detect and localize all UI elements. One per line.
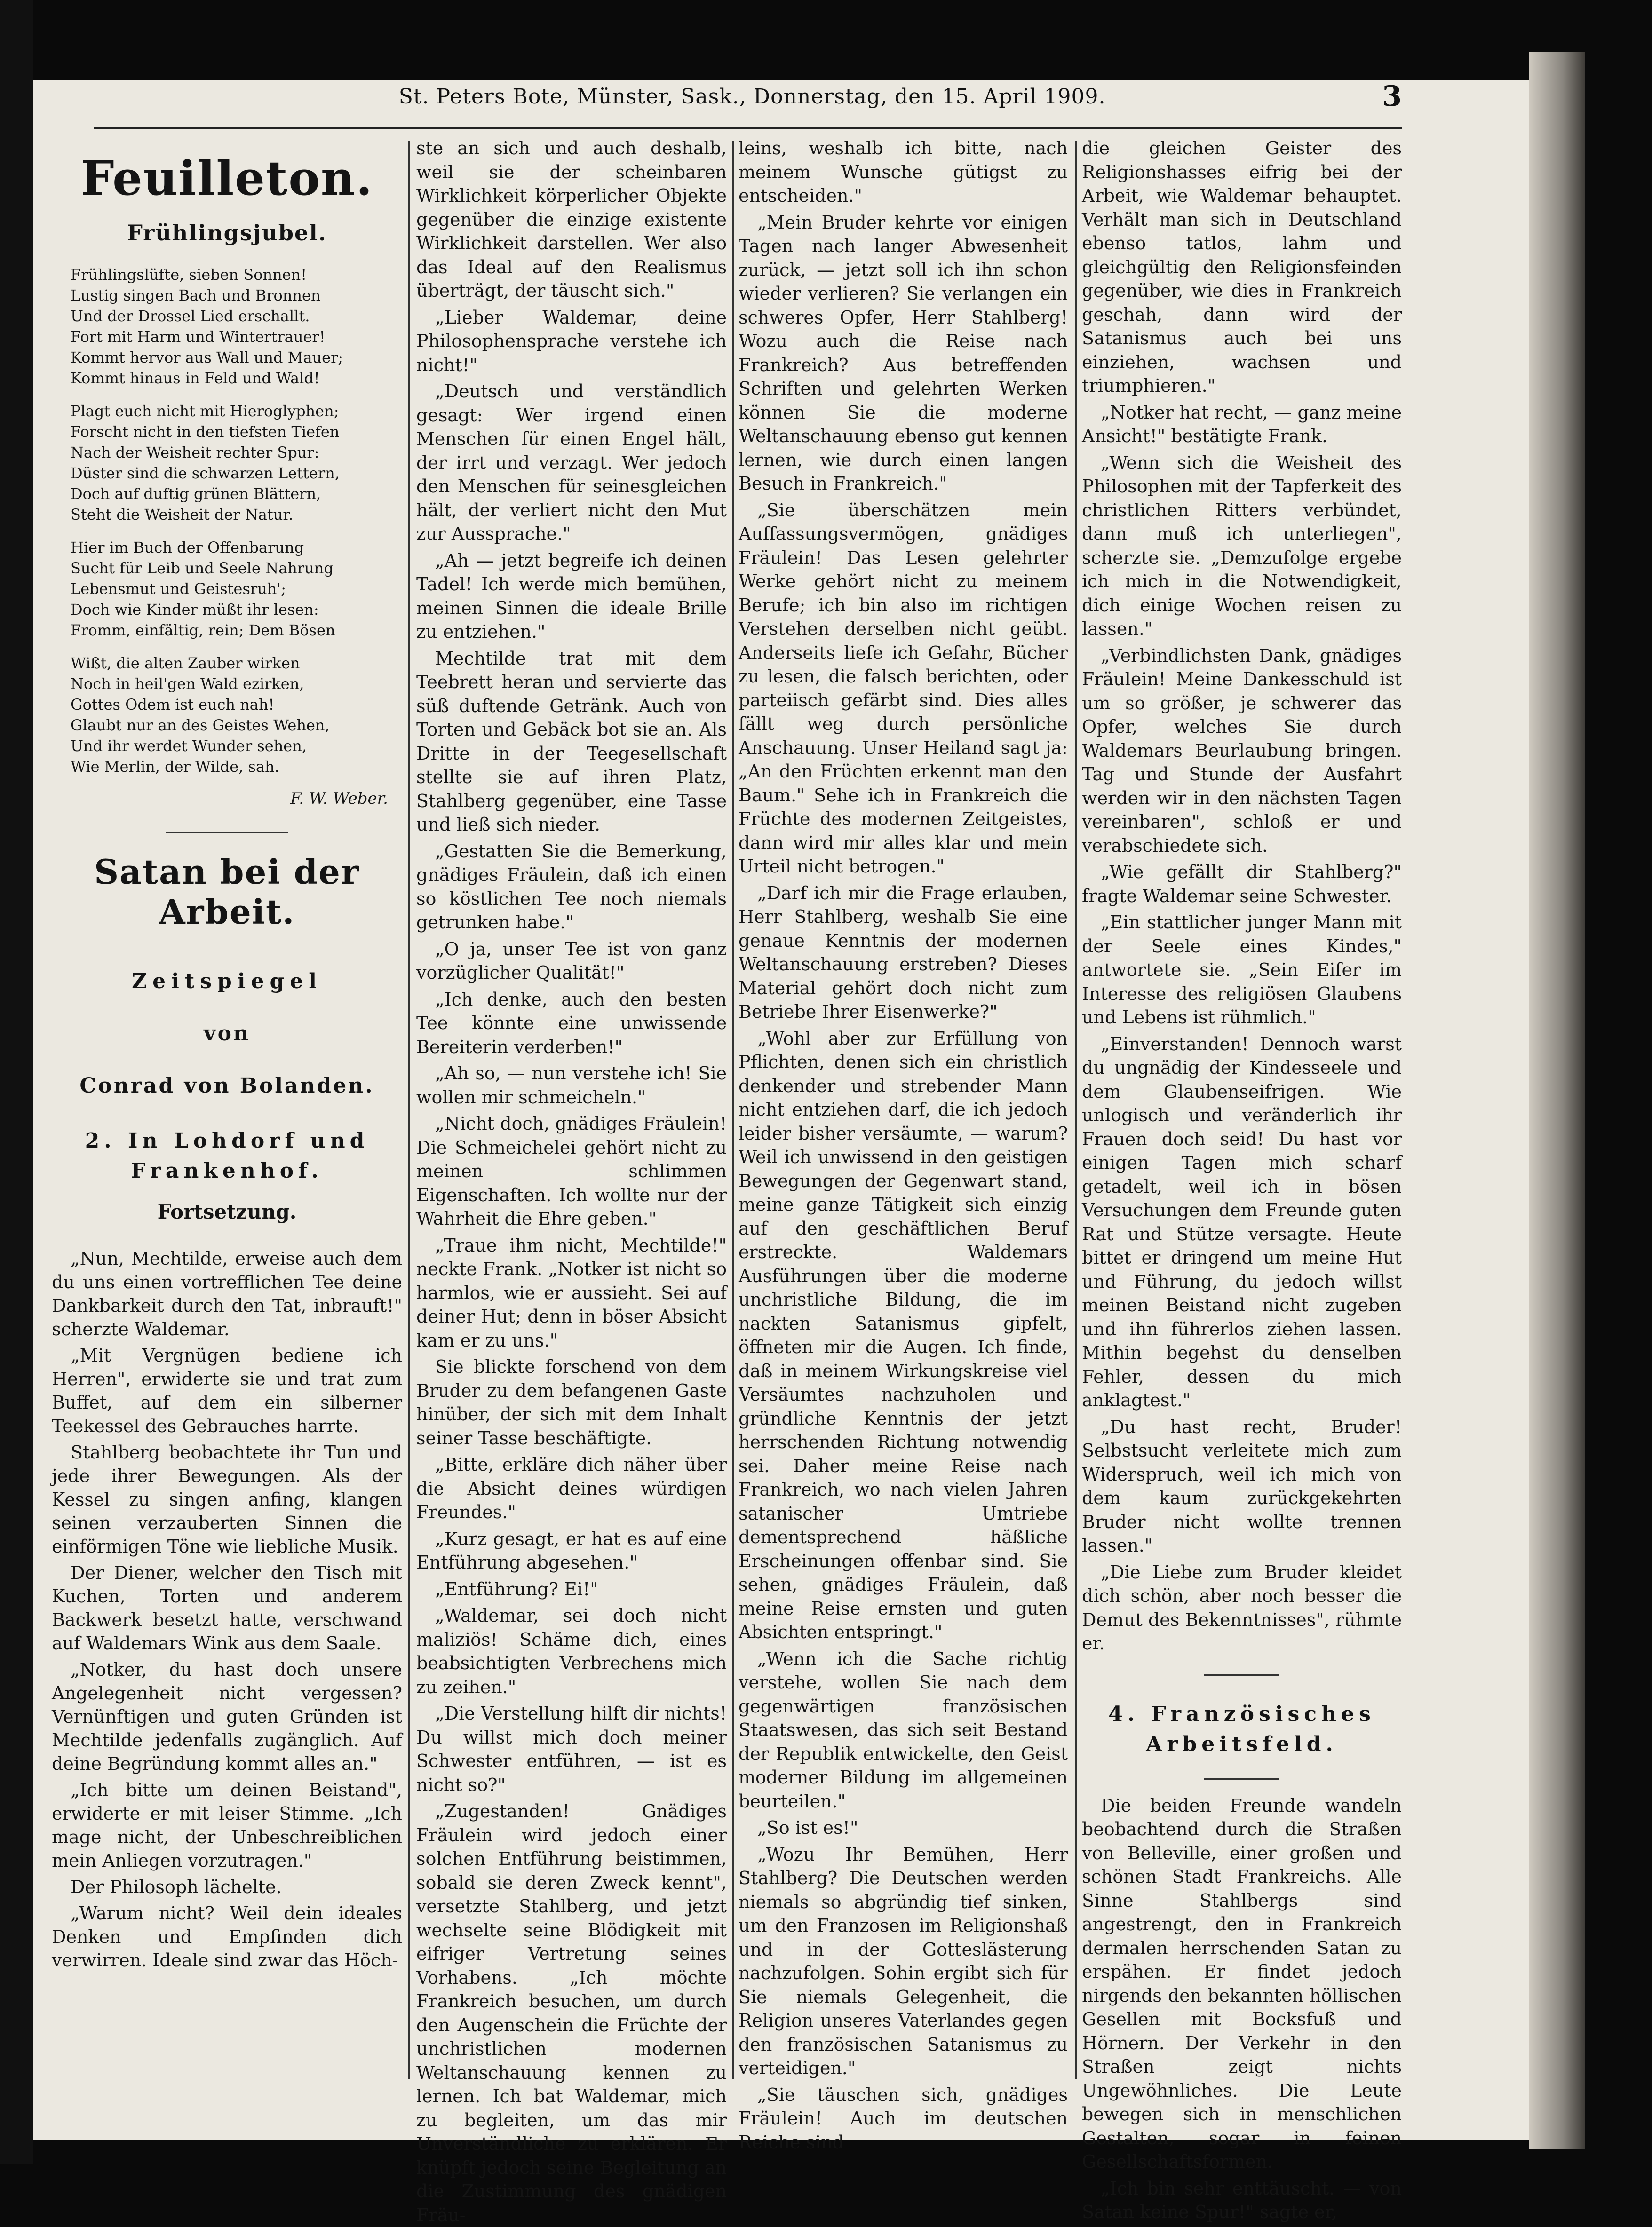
- column-1: [52, 136, 402, 2079]
- paragraph: Stahlberg beobachtete ihr Tun und jede ihrer Bewegungen. Als der Kessel zu singen anfing, klangen seinen verzauberten Sinnen die einförmigen Töne wie liebliche Musik.: [52, 1442, 402, 1557]
- poem-line: Plagt euch nicht mit Hieroglyphen;: [71, 402, 339, 420]
- column-rule: [1075, 141, 1077, 2079]
- paragraph: „Bitte, erkläre dich näher über die Absicht deines würdigen Freundes.": [416, 1454, 727, 1522]
- book-spine: [1529, 52, 1585, 2149]
- paragraph: „Ah — jetzt begreife ich deinen Tadel! Ich werde mich bemühen, meinen Sinnen die ideale Brille zu entziehen.": [416, 550, 727, 642]
- paragraph: „Verbindlichsten Dank, gnädiges Fräulein! Meine Dankesschuld ist um so größer, je schwerer das Opfer, welches Sie durch Waldemars Beurlaubung bringen. Tag und Stunde der Ausfahrt werden wir in den nächsten Tagen vereinbaren", schloß er und verabschiedete sich.: [1082, 645, 1402, 856]
- paragraph: „Wohl aber zur Erfüllung von Pflichten, denen sich ein christlich denkender und strebender Mann nicht entziehen darf, die ich jedoch leider bisher versäumte, — warum? Weil ich unwissend in den geistigen Bewegungen der Gegenwart stand, meine ganze Tätigkeit sich einzig auf den geschäftlichen Beruf erstreckte. Waldemars Ausführungen über die moderne unchristliche Bildung, die im nackten Satanismus gipfelt, öffneten mir die Augen. Ich finde, daß in meinem Wirkungskreise viel Versäumtes nachzuholen und gründliche Kenntnis der jetzt herrschenden Richtung notwendig sei. Daher meine Reise nach Frankreich, wo nach vielen Jahren satanischer Umtriebe dementsprechend häßliche Erscheinungen offenbar sind. Sie sehen, gnädiges Fräulein, daß meine Reise ernsten und guten Absichten entspringt.": [739, 1028, 1068, 1642]
- poem-line: Kommt hinaus in Feld und Wald!: [71, 369, 320, 387]
- paragraph: „Nicht doch, gnädiges Fräulein! Die Schmeichelei gehört nicht zu meinen schlimmen Eigenschaften. Ich wollte nur der Wahrheit die Ehre geben.": [416, 1113, 727, 1229]
- paragraph: Sie blickte forschend von dem Bruder zu dem befangenen Gaste hinüber, der sich mit dem Inhalt seiner Tasse beschäftigte.: [416, 1356, 727, 1449]
- column-2: [416, 136, 727, 2226]
- column-1-text: [52, 1247, 402, 1972]
- paragraph: „Ich denke, auch den besten Tee könnte eine unwissende Bereiterin verderben!": [416, 989, 727, 1057]
- paragraph: „Kurz gesagt, er hat es auf eine Entführung abgesehen.": [416, 1528, 727, 1573]
- paragraph: „Ein stattlicher junger Mann mit der Seele eines Kindes," antwortete sie. „Sein Eifer im Interesse des religiösen Glaubens und Lebens ist rühmlich.": [1082, 912, 1402, 1028]
- poem-line: Und ihr werdet Wunder sehen,: [71, 737, 307, 755]
- section-divider: [1204, 1778, 1279, 1780]
- poem-line: Nach der Weisheit rechter Spur:: [71, 444, 319, 461]
- paragraph: „Du hast recht, Bruder! Selbstsucht verleitete mich zum Widerspruch, weil ich mich von dem kaum zurückgekehrten Bruder nicht wollte trennen lassen.": [1082, 1416, 1402, 1556]
- paragraph: „Die Verstellung hilft dir nichts! Du willst mich doch meiner Schwester entführen, — ist es nicht so?": [416, 1703, 727, 1795]
- poem-title: Frühlingsjubel.: [127, 220, 327, 246]
- poem-line: Wie Merlin, der Wilde, sah.: [71, 758, 279, 776]
- paragraph: „Mein Bruder kehrte vor einigen Tagen nach langer Abwesenheit zurück, — jetzt soll ich ihn schon wieder verlieren? Sie verlangen ein schweres Opfer, Herr Stahlberg! Wozu auch die Reise nach Frankreich? Aus betreffenden Schriften und gelehrten Werken können Sie die moderne Weltanschauung ebenso gut kennen lernen, wie durch einen langen Besuch in Frankreich.": [739, 212, 1068, 494]
- paragraph: „Gestatten Sie die Bemerkung, gnädiges Fräulein, daß ich einen so köstlichen Tee noch niemals getrunken habe.": [416, 840, 727, 933]
- poem-line: Steht die Weisheit der Natur.: [71, 506, 294, 523]
- poem: [52, 264, 402, 777]
- paragraph: „Ah so, — nun verstehe ich! Sie wollen mir schmeicheln.": [416, 1063, 727, 1108]
- paragraph: „Ich bitte um deinen Beistand", erwiderte er mit leiser Stimme. „Ich mage nicht, der Unbeschreiblichen mein Anliegen vorzutragen.": [52, 1780, 402, 1871]
- poem-line: Noch in heil'gen Wald ezirken,: [71, 675, 304, 693]
- paragraph: „Wozu Ihr Bemühen, Herr Stahlberg? Die Deutschen werden niemals so abgründig tief sinken, um den Franzosen im Religionshaß und in der Gotteslästerung nachzufolgen. Sohin ergibt sich für Sie niemals Gelegenheit, die Religion unseres Vaterlandes gegen den französischen Satanismus zu verteidigen.": [739, 1844, 1068, 2078]
- continuation-note: Fortsetzung.: [157, 1200, 297, 1223]
- column-rule: [732, 141, 734, 2079]
- paragraph: „Notker, du hast doch unsere Angelegenheit nicht vergessen? Vernünftigen und guten Gründen ist Mechtilde jedenfalls zugänglich. Auf deine Begründung kommt alles an.": [52, 1659, 402, 1774]
- paragraph: „Wie gefällt dir Stahlberg?" fragte Waldemar seine Schwester.: [1082, 862, 1402, 906]
- poem-line: Doch auf duftig grünen Blättern,: [71, 485, 321, 503]
- paragraph: Der Diener, welcher den Tisch mit Kuchen, Torten und anderem Backwerk besetzt hatte, verschwand auf Waldemars Wink aus dem Saale.: [52, 1562, 402, 1654]
- header-text: St. Peters Bote, Münster, Sask., Donnerstag, den 15. April 1909.: [398, 84, 1106, 109]
- paragraph: „Traue ihm nicht, Mechtilde!" neckte Frank. „Notker ist nicht so harmlos, wie er aussieht. Sei auf deiner Hut; denn in böser Absicht kam er zu uns.": [416, 1235, 727, 1351]
- column-2-text: [416, 136, 727, 2227]
- paragraph: „Einverstanden! Dennoch warst du ungnädig der Kindesseele und dem Glaubenseifrigen. Wie unlogisch und veränderlich ihr Frauen doch seid! Du hast vor einigen Tagen mich scharf getadelt, weil ich in bösen Versuchungen dem Freunde guten Rat und Stütze versagte. Heute bittet er dringend um meine Hut und Führung, du jedoch willst meinen Beistand nicht zugeben und ihn führerlos ziehen lassen. Mithin begehst du denselben Fehler, dessen du mich anklagtest.": [1082, 1033, 1402, 1411]
- poem-line: Wißt, die alten Zauber wirken: [71, 654, 300, 672]
- column-3-text: [739, 136, 1068, 2154]
- poem-author: F. W. Weber.: [290, 789, 388, 808]
- paragraph: „Ich bin sehr enttäuscht. — von Satan keine Spur!" sagte er,: [1082, 2178, 1402, 2222]
- poem-line: Fromm, einfältig, rein; Dem Bösen: [71, 621, 335, 639]
- poem-line: Düster sind die schwarzen Lettern,: [71, 464, 340, 482]
- poem-line: Glaubt nur an des Geistes Wehen,: [71, 716, 330, 734]
- paragraph: leins, weshalb ich bitte, nach meinem Wunsche gütigst zu entscheiden.": [739, 138, 1068, 206]
- novel-author: Conrad von Bolanden.: [79, 1074, 374, 1098]
- paragraph: „O ja, unser Tee ist von ganz vorzüglicher Qualität!": [416, 938, 727, 983]
- poem-stanza: [71, 401, 402, 525]
- poem-line: Hier im Buch der Offenbarung: [71, 539, 304, 556]
- column-3: [739, 136, 1068, 2153]
- poem-line: Lebensmut und Geistesruh';: [71, 580, 286, 598]
- paragraph: „Die Liebe zum Bruder kleidet dich schön, aber noch besser die Demut des Bekenntnisses", rühmte er.: [1082, 1561, 1402, 1654]
- section-divider: [1204, 1674, 1279, 1676]
- paragraph: ste an sich und auch deshalb, weil sie der scheinbaren Wirklichkeit körperlicher Objekte gegenüber die einzige existente Wirklichkeit darstellen. Wer also das Ideal auf den Realismus überträgt, der täuscht sich.": [416, 138, 727, 301]
- paragraph: „Nun, Mechtilde, erweise auch dem du uns einen vortrefflichen Tee deine Dankbarkeit durch den Tat, inbrauft!" scherzte Waldemar.: [52, 1248, 402, 1339]
- poem-stanza: [71, 264, 402, 388]
- paragraph: „Entführung? Ei!": [435, 1578, 598, 1600]
- paragraph: „Warum nicht? Weil dein ideales Denken und Empfinden dich verwirren. Ideale sind zwar das Höch-: [52, 1903, 402, 1971]
- paragraph: „Sie täuschen sich, gnädiges Fräulein! Auch im deutschen Reiche sind: [739, 2084, 1068, 2153]
- chapter-heading: 2. In Lohdorf und Frankenhof.: [85, 1129, 369, 1183]
- column-4: [1082, 136, 1402, 2222]
- page-header: [94, 66, 1402, 129]
- poem-stanza: [71, 537, 402, 641]
- novel-von: von: [204, 1022, 250, 1046]
- paragraph: Mechtilde trat mit dem Teebrett heran und servierte das süß duftende Getränk. Auch von Torten und Gebäck bot sie an. Als Dritte in der Teegesellschaft stellte sie auf ihren Platz, Stahlberg gegenüber, eine Tasse und ließ sich nieder.: [416, 648, 727, 835]
- paragraph: „Darf ich mir die Frage erlauben, Herr Stahlberg, weshalb Sie eine genaue Kenntnis der modernen Weltanschauung erstreben? Dieses Material gehört doch nicht zum Betriebe Ihrer Eisenwerke?": [739, 882, 1068, 1022]
- paragraph: „Lieber Waldemar, deine Philosophensprache verstehe ich nicht!": [416, 307, 727, 375]
- poem-stanza: [71, 653, 402, 777]
- paragraph: „Mit Vergnügen bediene ich Herren", erwiderte sie und trat zum Buffet, auf dem ein silberner Teekessel des Gebrauches harrte.: [52, 1345, 402, 1436]
- column-4-text-continued: [1082, 1794, 1402, 2224]
- paragraph: „Zugestanden! Gnädiges Fräulein wird jedoch einer solchen Entführung beistimmen, sobald sie deren Zweck kennt", versetzte Stahlberg, und jetzt wechselte seine Blödigkeit mit eifriger Vertretung seines Vorhabens. „Ich möchte Frankreich besuchen, um durch den Augenschein die Früchte der unchristlichen modernen Weltanschauung kennen zu lernen. Ich bat Waldemar, mich zu begleiten, um das mir Unverständliche zu erklären. Er knüpft jedoch seine Begleitung an die Zustimmung des gnädigen Fräu-: [416, 1801, 727, 2226]
- paragraph: „Notker hat recht, — ganz meine Ansicht!" bestätigte Frank.: [1082, 402, 1402, 446]
- paragraph: „Wenn sich die Weisheit des Philosophen mit der Tapferkeit des christlichen Ritters verbündet, dann muß ich unterliegen", scherzte sie. „Demzufolge ergebe ich mich in die Notwendigkeit, dich einige Wochen reisen zu lassen.": [1082, 452, 1402, 639]
- column-4-text: [1082, 136, 1402, 1656]
- poem-line: Forscht nicht in den tiefsten Tiefen: [71, 423, 340, 441]
- section-divider: [166, 832, 288, 833]
- paragraph: die gleichen Geister des Religionshasses eifrig bei der Arbeit, wie Waldemar behauptet. Verhält man sich in Deutschland ebenso tatlos, lahm und gleichgültig den Religionsfeinden gegenüber, wie dies in Frankreich geschah, dann wird der Satanismus auch bei uns einziehen, wachsen und triumphieren.": [1082, 138, 1402, 396]
- paragraph: Der Philosoph lächelte.: [71, 1877, 282, 1897]
- column-rule: [408, 141, 410, 2079]
- paragraph: Die beiden Freunde wandeln beobachtend durch die Straßen von Belleville, einer großen und schönen Stadt Frankreichs. Alle Sinne Stahlbergs sind angestrengt, den in Frankreich dermalen herrschenden Satan zu erspähen. Er findet jedoch nirgends den bekannten höllischen Gesellen mit Bocksfuß und Hörnern. Der Verkehr in den Straßen zeigt nichts Ungewöhnliches. Die Leute bewegen sich in menschlichen Gestalten, sogar in feinen Gesellschaftsformen.: [1082, 1795, 1402, 2172]
- paragraph: „Deutsch und verständlich gesagt: Wer irgend einen Menschen für einen Engel hält, der irrt und verzagt. Wer jedoch den Menschen für seinesgleichen hält, der verliert nicht den Mut zur Aussprache.": [416, 381, 727, 544]
- novel-subtitle: Zeitspiegel: [132, 969, 322, 993]
- poem-line: Fort mit Harm und Wintertrauer!: [71, 328, 326, 346]
- poem-line: Lustig singen Bach und Bronnen: [71, 286, 321, 304]
- novel-title: Satan bei der Arbeit.: [94, 852, 360, 932]
- poem-line: Frühlingslüfte, sieben Sonnen!: [71, 266, 307, 284]
- poem-line: Sucht für Leib und Seele Nahrung: [71, 559, 334, 577]
- page-number: 3: [1382, 80, 1402, 113]
- paragraph: „Wenn ich die Sache richtig verstehe, wollen Sie nach dem gegenwärtigen französischen Staatswesen, das sich seit Bestand der Republik entwickelte, den Geist moderner Bildung im allgemeinen beurteilen.": [739, 1648, 1068, 1812]
- chapter-heading: 4. Französisches Arbeitsfeld.: [1108, 1702, 1375, 1756]
- paragraph: „Waldemar, sei doch nicht maliziös! Schäme dich, eines beabsichtigten Verbrechens mich zu zeihen.": [416, 1605, 727, 1697]
- poem-line: Doch wie Kinder müßt ihr lesen:: [71, 601, 319, 618]
- paragraph: „Sie überschätzen mein Auffassungsvermögen, gnädiges Fräulein! Das Lesen gelehrter Werke gehört nicht zu meinem Berufe; ich bin also im richtigen Verstehen derselben nicht geübt. Anderseits liefe ich Gefahr, Bücher zu lesen, die falsch berichten, oder parteiisch gefärbt sind. Dies alles fällt weg durch persönliche Anschauung. Unser Heiland sagt ja: „An den Früchten erkennt man den Baum." Sehe ich in Frankreich die Früchte des modernen Zeitgeistes, dann wird mir alles klar und mein Urteil nicht betrogen.": [739, 499, 1068, 877]
- poem-line: Kommt hervor aus Wall und Mauer;: [71, 349, 343, 366]
- poem-line: Gottes Odem ist euch nah!: [71, 696, 275, 713]
- poem-line: Und der Drossel Lied erschallt.: [71, 307, 310, 325]
- feuilleton-heading: Feuilleton.: [80, 151, 373, 206]
- film-edge: [0, 0, 33, 2164]
- paragraph: „So ist es!": [757, 1817, 858, 1838]
